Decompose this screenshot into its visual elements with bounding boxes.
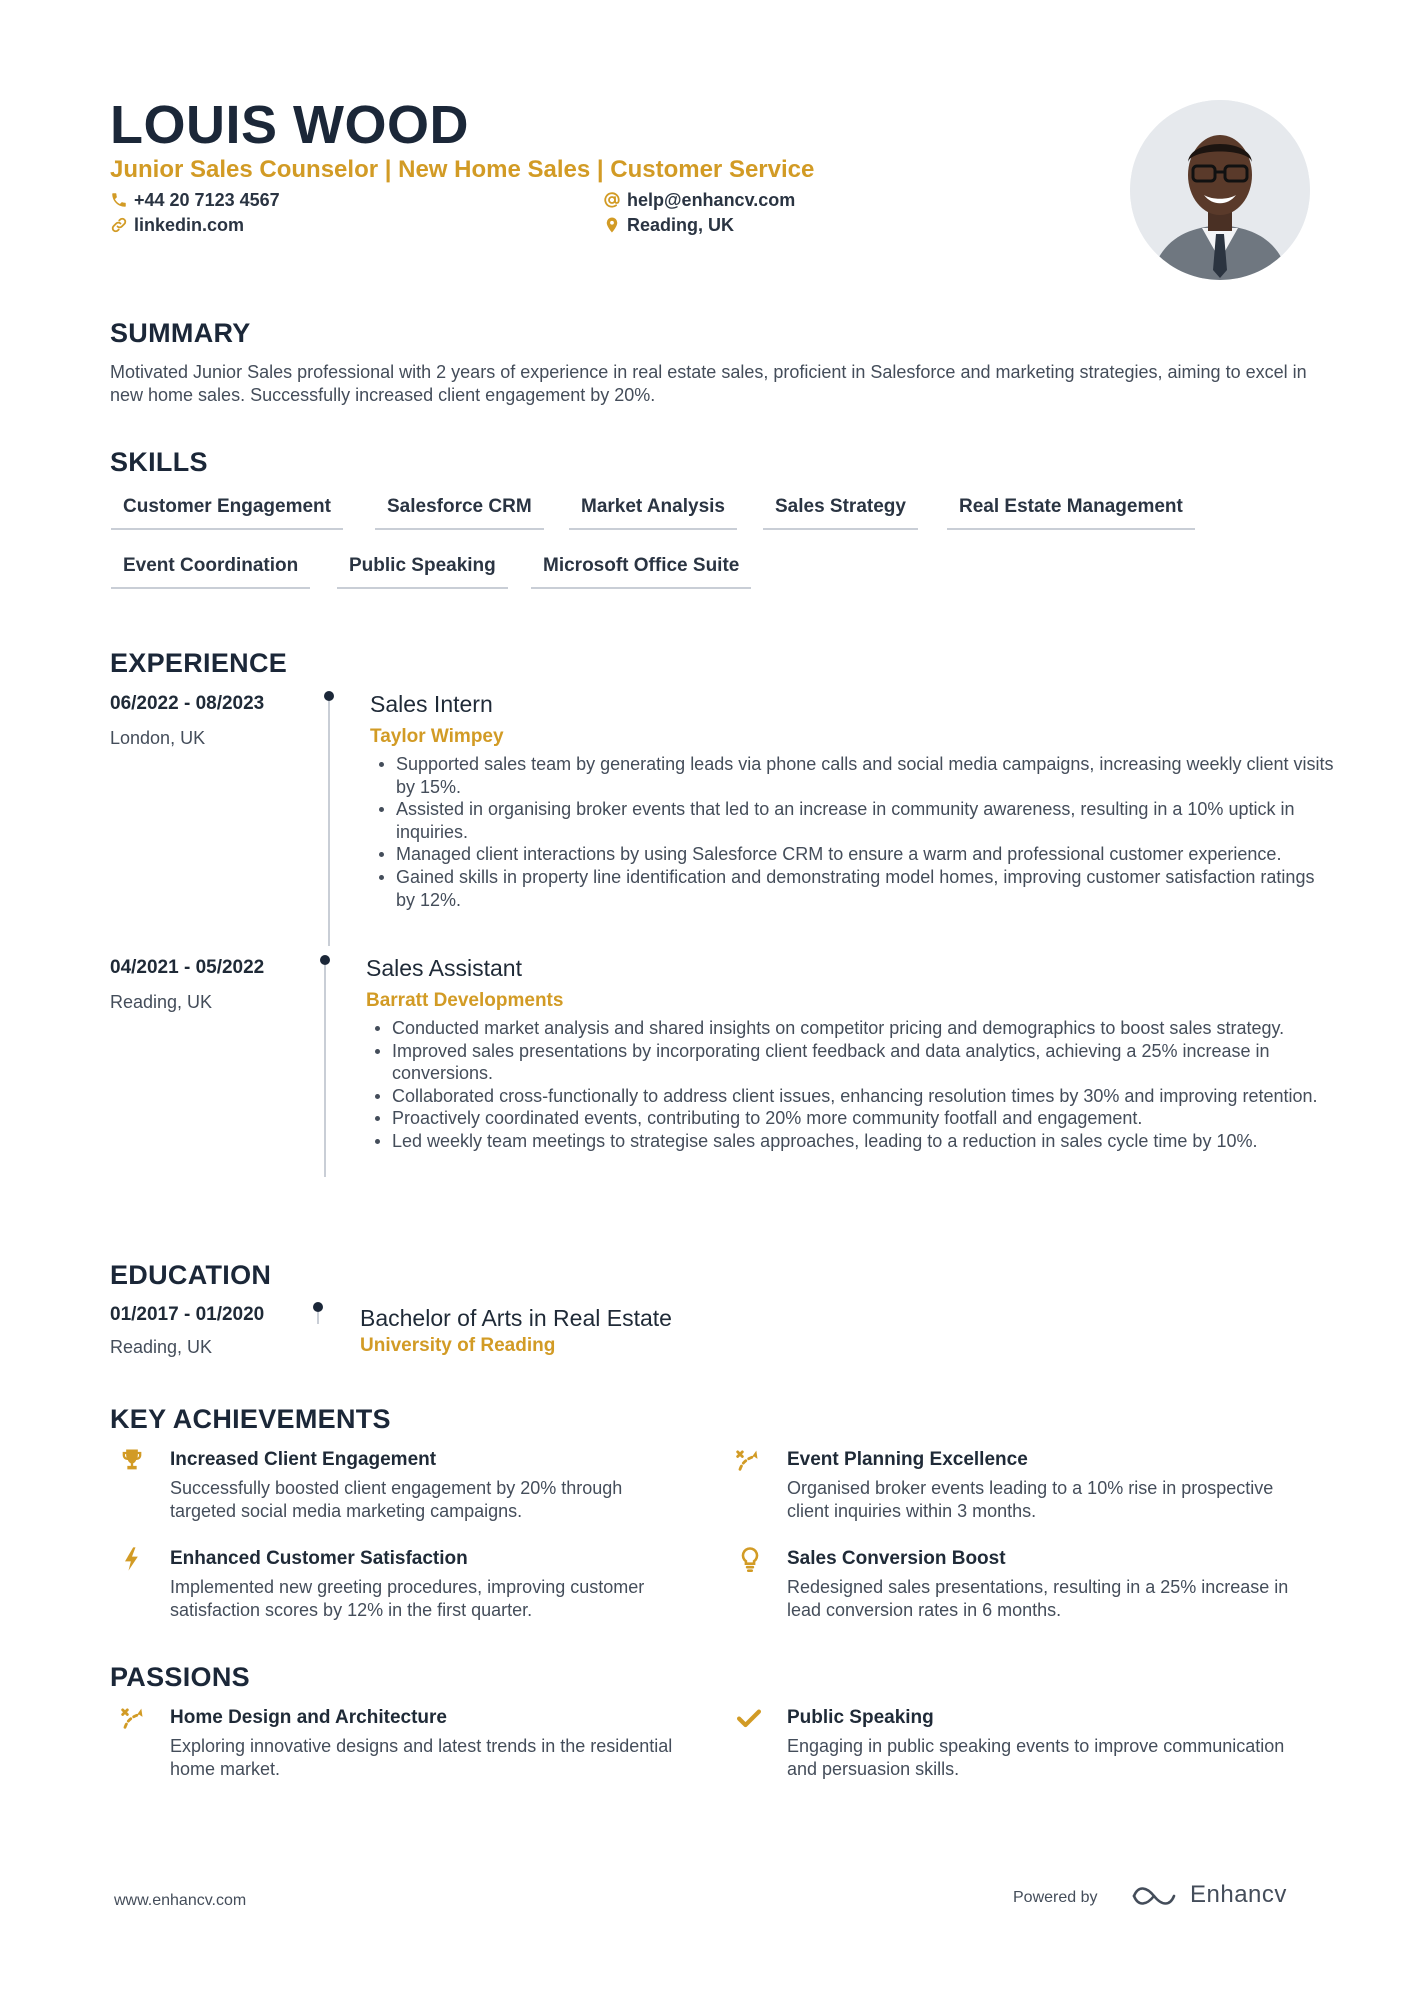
passion-title: Public Speaking bbox=[787, 1707, 934, 1728]
strategy-icon bbox=[733, 1446, 761, 1474]
timeline-dot bbox=[320, 955, 330, 965]
skill-tag: Market Analysis bbox=[569, 494, 737, 530]
achievement-desc: Redesigned sales presentations, resulting in a 25% increase in lead conversion rates in 6 months. bbox=[787, 1577, 1289, 1620]
achievement-title: Sales Conversion Boost bbox=[787, 1548, 1006, 1569]
list-item: Proactively coordinated events, contributing to 20% more community footfall and engagement. bbox=[392, 1107, 1336, 1130]
experience-bullets bbox=[368, 753, 1336, 911]
experience-location: London, UK bbox=[110, 728, 206, 748]
achievement-title: Enhanced Customer Satisfaction bbox=[170, 1548, 468, 1569]
list-item: Collaborated cross-functionally to address client issues, enhancing resolution times by 30% and improving retention. bbox=[392, 1085, 1336, 1108]
footer-brand: Enhancv bbox=[1190, 1881, 1287, 1908]
linkedin-text: linkedin.com bbox=[134, 215, 245, 235]
headline: Junior Sales Counselor | New Home Sales | Customer Service bbox=[110, 156, 815, 183]
candidate-name: LOUIS WOOD bbox=[110, 95, 469, 155]
passion-title: Home Design and Architecture bbox=[170, 1707, 447, 1728]
list-item: Assisted in organising broker events that led to an increase in community awareness, resulting in a 10% uptick in inquiries. bbox=[396, 798, 1336, 843]
education-title: EDUCATION bbox=[110, 1260, 272, 1290]
profile-photo bbox=[1130, 100, 1310, 280]
skill-tag: Event Coordination bbox=[111, 553, 310, 589]
skill-tag: Sales Strategy bbox=[763, 494, 918, 530]
strategy-icon bbox=[118, 1704, 146, 1732]
passion-desc: Engaging in public speaking events to improve communication and persuasion skills. bbox=[787, 1736, 1285, 1779]
list-item: Improved sales presentations by incorporating client feedback and data analytics, achieving a 25% increase in conversions. bbox=[392, 1040, 1336, 1085]
enhancv-logo-icon bbox=[1130, 1882, 1178, 1910]
email-text: help@enhancv.com bbox=[627, 190, 796, 210]
checkmark-icon bbox=[735, 1704, 763, 1732]
education-degree: Bachelor of Arts in Real Estate bbox=[360, 1305, 672, 1331]
timeline-line bbox=[317, 1312, 319, 1324]
location-text: Reading, UK bbox=[627, 215, 735, 235]
link-icon bbox=[110, 216, 128, 234]
skill-tag: Real Estate Management bbox=[947, 494, 1195, 530]
experience-dates: 04/2021 - 05/2022 bbox=[110, 957, 265, 978]
education-location: Reading, UK bbox=[110, 1337, 213, 1357]
skill-tag: Customer Engagement bbox=[111, 494, 343, 530]
achievement-desc: Implemented new greeting procedures, improving customer satisfaction scores by 12% in the first quarter. bbox=[170, 1577, 645, 1620]
timeline-line bbox=[328, 701, 330, 946]
portrait-illustration bbox=[1130, 100, 1310, 280]
skill-tag: Microsoft Office Suite bbox=[531, 553, 751, 589]
footer-website[interactable]: www.enhancv.com bbox=[114, 1892, 247, 1909]
trophy-icon bbox=[118, 1446, 146, 1474]
achievement-desc: Successfully boosted client engagement by 20% through targeted social media marketing campaigns. bbox=[170, 1478, 623, 1521]
phone-icon bbox=[110, 191, 128, 209]
list-item: Conducted market analysis and shared insights on competitor pricing and demographics to boost sales strategy. bbox=[392, 1017, 1336, 1040]
list-item: Supported sales team by generating leads via phone calls and social media campaigns, increasing weekly client visits by 15%. bbox=[396, 753, 1336, 798]
achievement-desc: Organised broker events leading to a 10% rise in prospective client inquiries within 3 months. bbox=[787, 1478, 1274, 1521]
email-contact[interactable] bbox=[603, 188, 795, 212]
location-pin-icon bbox=[603, 216, 621, 234]
location-contact bbox=[603, 213, 734, 237]
skill-tag: Public Speaking bbox=[337, 553, 508, 589]
lightning-icon bbox=[118, 1545, 146, 1573]
education-school: University of Reading bbox=[360, 1335, 556, 1356]
footer-powered-by: Powered by bbox=[1013, 1889, 1098, 1906]
passions-title: PASSIONS bbox=[110, 1662, 250, 1692]
list-item: Gained skills in property line identification and demonstrating model homes, improving customer satisfaction ratings by 12%. bbox=[396, 866, 1336, 911]
phone-text: +44 20 7123 4567 bbox=[134, 190, 280, 210]
skill-tag: Salesforce CRM bbox=[375, 494, 544, 530]
achievement-title: Event Planning Excellence bbox=[787, 1449, 1028, 1470]
achievement-title: Increased Client Engagement bbox=[170, 1449, 437, 1470]
linkedin-contact[interactable] bbox=[110, 213, 244, 237]
experience-role: Sales Intern bbox=[370, 691, 493, 717]
list-item: Managed client interactions by using Salesforce CRM to ensure a warm and professional customer experience. bbox=[396, 843, 1336, 866]
experience-company: Barratt Developments bbox=[366, 990, 564, 1011]
summary-title: SUMMARY bbox=[110, 318, 251, 348]
experience-location: Reading, UK bbox=[110, 992, 213, 1012]
summary-text: Motivated Junior Sales professional with 2 years of experience in real estate sales, proficient in Salesforce and marketing strategies, aiming to excel in new home sales. Successfully increased client engagement by 20%. bbox=[110, 362, 1307, 405]
at-sign-icon bbox=[603, 191, 621, 209]
education-dates: 01/2017 - 01/2020 bbox=[110, 1304, 265, 1325]
experience-bullets bbox=[364, 1017, 1336, 1153]
lightbulb-icon bbox=[736, 1545, 764, 1573]
achievements-title: KEY ACHIEVEMENTS bbox=[110, 1404, 391, 1434]
timeline-dot bbox=[324, 691, 334, 701]
experience-company: Taylor Wimpey bbox=[370, 726, 504, 747]
phone-contact bbox=[110, 188, 280, 212]
list-item: Led weekly team meetings to strategise sales approaches, leading to a reduction in sales cycle time by 10%. bbox=[392, 1130, 1336, 1153]
timeline-line bbox=[324, 965, 326, 1177]
experience-title: EXPERIENCE bbox=[110, 648, 288, 678]
timeline-dot bbox=[313, 1302, 323, 1312]
passion-desc: Exploring innovative designs and latest trends in the residential home market. bbox=[170, 1736, 673, 1779]
experience-role: Sales Assistant bbox=[366, 955, 522, 981]
experience-dates: 06/2022 - 08/2023 bbox=[110, 693, 265, 714]
skills-title: SKILLS bbox=[110, 447, 208, 477]
